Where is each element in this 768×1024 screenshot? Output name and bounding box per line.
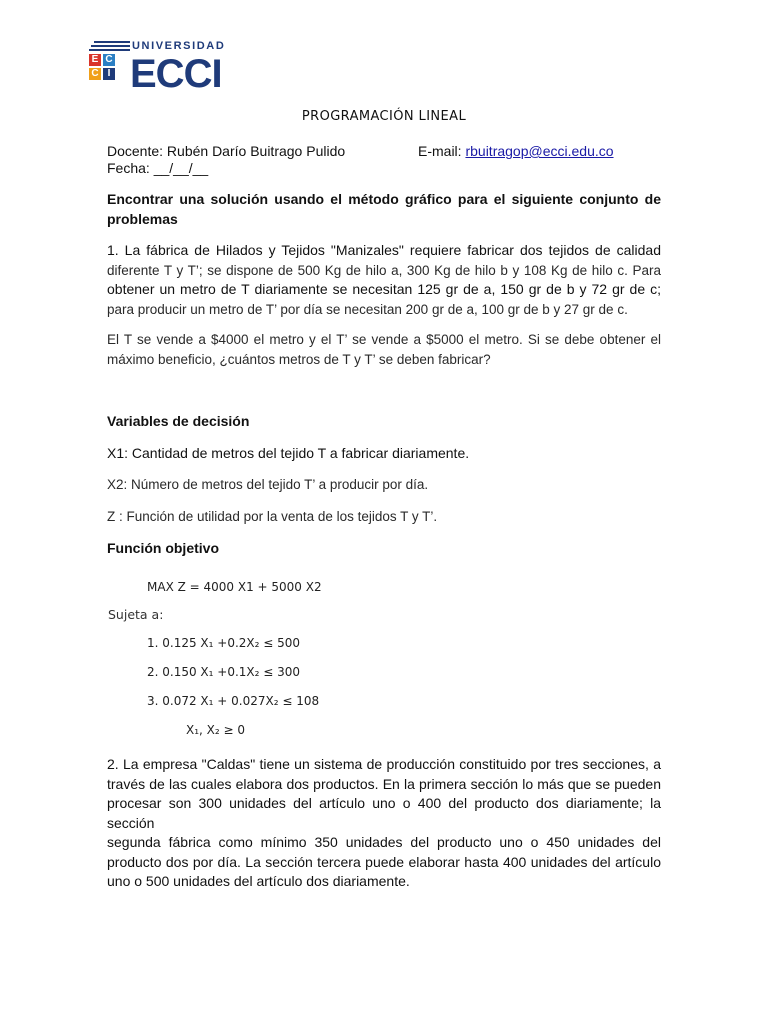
logo-square-c1: C [103,54,115,66]
university-logo [88,38,238,98]
problem-1-line-2: diferente T y T’; se dispone de 500 Kg de hilo a, 300 Kg de hilo b y 108 Kg de hilo c. Para [107,262,661,278]
fecha-line: Fecha: __/__/__ [107,160,209,176]
page-title: PROGRAMACIÓN LINEAL [301,109,467,124]
constraint-1: 1. 0.125 X₁ +0.2X₂ ≤ 500 [147,636,301,650]
problem-1-line-4: para producir un metro de T’ por día se necesitan 200 gr de a, 100 gr de b y 27 gr de c. [107,301,628,317]
variable-z: Z : Función de utilidad por la venta de los tejidos T y T’. [107,509,438,524]
intro-paragraph: Encontrar una solución usando el método gráfico para el siguiente conjunto de problemas [107,191,661,227]
problem-1-line-1: 1. La fábrica de Hilados y Tejidos "Manizales" requiere fabricar dos tejidos de calidad [107,242,661,258]
logo-square-e: E [89,54,101,66]
subject-to-label: Sujeta a: [108,607,164,622]
problem-2 [107,755,661,892]
logo-square-i: I [103,68,115,80]
problem-1-line-3: obtener un metro de T diariamente se necesitan 125 gr de a, 150 gr de b y 72 gr de c; [107,281,661,297]
constraint-3: 3. 0.072 X₁ + 0.027X₂ ≤ 108 [147,694,320,708]
objective-function: MAX Z = 4000 X1 + 5000 X2 [147,580,322,594]
variables-heading: Variables de decisión [107,413,250,429]
problem-2-line-3: procesar son 300 unidades del artículo uno o 400 del producto dos diariamente; la sección [107,795,661,831]
logo-university-text: UNIVERSIDAD [132,40,226,52]
problem-1-question-line-1: El T se vende a $4000 el metro y el T’ se vende a $5000 el metro. Si se debe obtener el [107,332,661,347]
email-link[interactable]: rbuitragop@ecci.edu.co [465,143,614,159]
problem-2-line-4: segunda fábrica como mínimo 350 unidades del producto uno o 450 unidades del [107,834,661,850]
logo-ecci-text: ECCI [130,52,222,96]
email-label: E-mail: [418,143,462,159]
problem-2-line-1: 2. La empresa "Caldas" tiene un sistema de producción constituido por tres secciones, a [107,756,661,772]
variable-x2: X2: Número de metros del tejido T’ a producir por día. [107,477,429,492]
problem-2-line-6: uno o 500 unidades del artículo dos diariamente. [107,873,410,889]
logo-square-c2: C [89,68,101,80]
constraint-2: 2. 0.150 X₁ +0.1X₂ ≤ 300 [147,665,301,679]
problem-1-question [107,330,661,369]
docente-line: Docente: Rubén Darío Buitrago Pulido [107,143,346,159]
variable-x1: X1: Cantidad de metros del tejido T a fabricar diariamente. [107,445,470,461]
problem-2-line-5: producto dos por día. La sección tercera puede elaborar hasta 400 unidades del artículo [107,853,661,870]
problem-1 [107,241,661,319]
problem-1-question-line-2: máximo beneficio, ¿cuántos metros de T y T’ se deben fabricar? [107,351,491,367]
email-line [418,142,614,162]
objective-heading: Función objetivo [107,540,219,556]
problem-2-line-2: través de las cuales elabora dos productos. En la primera sección lo más que se pueden [107,775,661,792]
non-negativity-constraint: X₁, X₂ ≥ 0 [186,723,246,737]
